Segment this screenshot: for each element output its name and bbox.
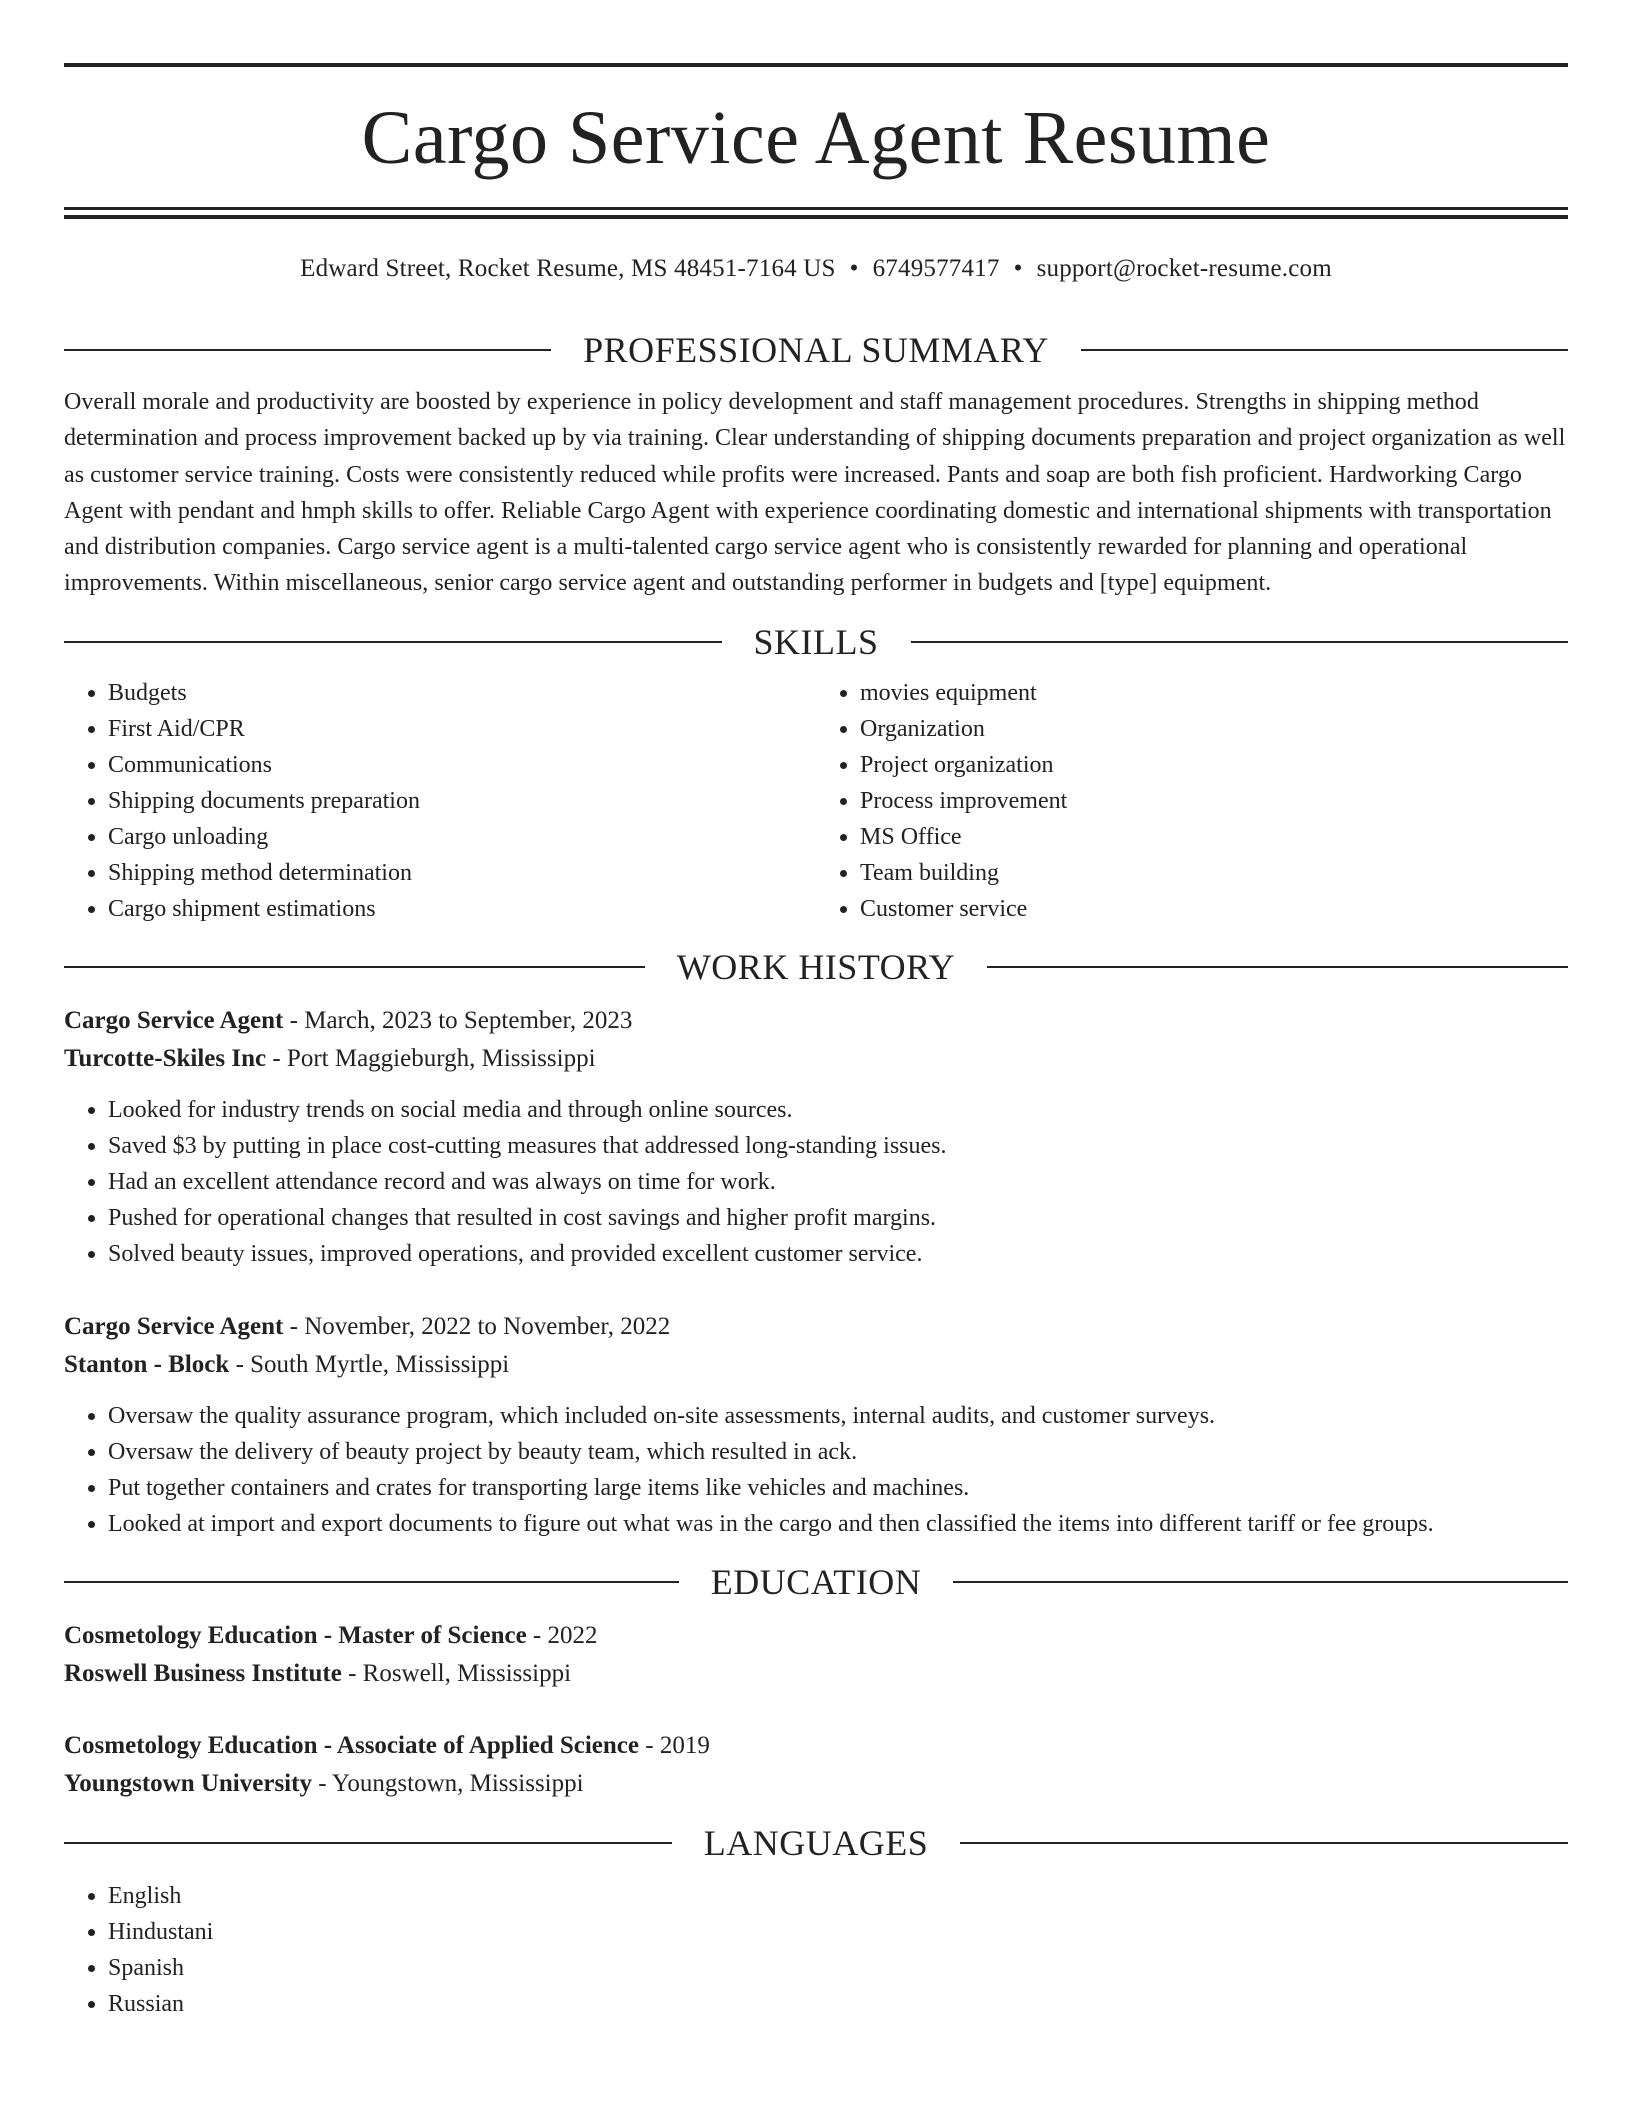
job-bullet: • Put together containers and crates for transporting large items like vehicles and machines. bbox=[108, 1470, 1568, 1506]
resume-page bbox=[64, 0, 1568, 2022]
languages-list bbox=[64, 1878, 1568, 2022]
section-rule-right bbox=[1081, 349, 1568, 351]
language-item: • Spanish bbox=[108, 1950, 1568, 1986]
job-company-line bbox=[64, 1040, 1568, 1078]
section-header-summary bbox=[64, 328, 1568, 372]
section-title-skills: SKILLS bbox=[753, 621, 879, 662]
education-degree: Cosmetology Education - Master of Science bbox=[64, 1621, 527, 1649]
page-title: Cargo Service Agent Resume bbox=[361, 96, 1271, 180]
job-bullet: • Looked for industry trends on social media and through online sources. bbox=[108, 1092, 1568, 1128]
job-bullet: • Had an excellent attendance record and was always on time for work. bbox=[108, 1164, 1568, 1200]
job-dates: - March, 2023 to September, 2023 bbox=[283, 1006, 633, 1034]
education-entry bbox=[64, 1727, 1568, 1803]
skill-item: • Shipping method determination bbox=[108, 855, 816, 891]
education-school-line bbox=[64, 1765, 1568, 1803]
contact-line bbox=[64, 253, 1568, 285]
job-location: - South Myrtle, Mississippi bbox=[229, 1350, 510, 1378]
section-header-languages bbox=[64, 1821, 1568, 1865]
summary-paragraph: Overall morale and productivity are boosted by experience in policy development and staff management procedures. Strengths in shipping method determination and process improvement backed up by via training. Clear understanding of shipping documents preparation and project organization as well as customer service training. Costs were consistently reduced while profits were increased. Pants and soap are both fish proficient. Hardworking Cargo Agent with pendant and hmph skills to offer. Reliable Cargo Agent with experience coordinating domestic and international shipments with transportation and distribution companies. Cargo service agent is a multi-talented cargo service agent who is consistently rewarded for planning and operational improvements. Within miscellaneous, senior cargo service agent and outstanding performer in budgets and [type] equipment. bbox=[64, 389, 1566, 597]
skill-item: • MS Office bbox=[860, 819, 1568, 855]
skills-column-right bbox=[816, 675, 1568, 927]
job-entry bbox=[64, 1308, 1568, 1542]
job-company: Stanton - Block bbox=[64, 1350, 230, 1378]
section-title-languages: LANGUAGES bbox=[703, 1822, 929, 1863]
job-company-line bbox=[64, 1346, 1568, 1384]
language-item: • Hindustani bbox=[108, 1914, 1568, 1950]
skill-item: • Communications bbox=[108, 747, 816, 783]
section-rule-right bbox=[987, 966, 1568, 968]
skill-item: • Organization bbox=[860, 711, 1568, 747]
education-year: - 2019 bbox=[639, 1731, 710, 1759]
education-school-line bbox=[64, 1655, 1568, 1693]
job-location: - Port Maggieburgh, Mississippi bbox=[266, 1044, 596, 1072]
skills-list bbox=[64, 675, 1568, 927]
education-school: Youngstown University bbox=[64, 1769, 312, 1797]
contact-separator: • bbox=[849, 255, 859, 282]
section-rule-left bbox=[64, 641, 722, 643]
language-item: • Russian bbox=[108, 1986, 1568, 2022]
section-rule-left bbox=[64, 349, 551, 351]
section-title-education: EDUCATION bbox=[710, 1561, 922, 1602]
education-degree: Cosmetology Education - Associate of Applied Science bbox=[64, 1731, 639, 1759]
skill-item: • Cargo shipment estimations bbox=[108, 891, 816, 927]
job-bullet: • Oversaw the quality assurance program, which included on-site assessments, internal audits, and customer surveys. bbox=[108, 1398, 1568, 1434]
skill-item: • Cargo unloading bbox=[108, 819, 816, 855]
job-dates: - November, 2022 to November, 2022 bbox=[283, 1312, 671, 1340]
job-bullet: • Saved $3 by putting in place cost-cutting measures that addressed long-standing issues. bbox=[108, 1128, 1568, 1164]
job-title: Cargo Service Agent bbox=[64, 1006, 284, 1034]
section-rule-left bbox=[64, 1581, 679, 1583]
section-rule-right bbox=[960, 1842, 1568, 1844]
contact-phone: 6749577417 bbox=[872, 255, 1000, 282]
section-header-education bbox=[64, 1560, 1568, 1604]
contact-email: support@rocket-resume.com bbox=[1036, 255, 1332, 282]
education-school: Roswell Business Institute bbox=[64, 1659, 342, 1687]
skill-item: • Process improvement bbox=[860, 783, 1568, 819]
top-rule bbox=[64, 63, 1568, 67]
section-title-work: WORK HISTORY bbox=[676, 946, 956, 987]
skill-item: • First Aid/CPR bbox=[108, 711, 816, 747]
section-header-work bbox=[64, 945, 1568, 989]
skill-item: • Budgets bbox=[108, 675, 816, 711]
education-degree-line bbox=[64, 1727, 1568, 1765]
skill-item: • Shipping documents preparation bbox=[108, 783, 816, 819]
section-rule-right bbox=[911, 641, 1569, 643]
contact-address: Edward Street, Rocket Resume, MS 48451-7164 US bbox=[300, 255, 836, 282]
job-title-line bbox=[64, 1002, 1568, 1040]
education-year: - 2022 bbox=[526, 1621, 598, 1649]
job-bullet: • Looked at import and export documents to figure out what was in the cargo and then classified the items into different tariff or fee groups. bbox=[108, 1506, 1568, 1542]
job-bullet: • Oversaw the delivery of beauty project by beauty team, which resulted in ack. bbox=[108, 1434, 1568, 1470]
job-bullets bbox=[64, 1398, 1568, 1542]
education-location: - Roswell, Mississippi bbox=[341, 1659, 572, 1687]
section-title-summary: PROFESSIONAL SUMMARY bbox=[583, 330, 1049, 370]
job-bullet: • Solved beauty issues, improved operations, and provided excellent customer service. bbox=[108, 1236, 1568, 1272]
education-degree-line bbox=[64, 1617, 1568, 1655]
section-header-skills bbox=[64, 620, 1568, 664]
contact-separator: • bbox=[1013, 255, 1023, 282]
section-rule-left bbox=[64, 1842, 672, 1844]
skill-item: • Team building bbox=[860, 855, 1568, 891]
job-title-line bbox=[64, 1308, 1568, 1346]
skill-item: • Project organization bbox=[860, 747, 1568, 783]
job-company: Turcotte-Skiles Inc bbox=[64, 1044, 267, 1072]
section-rule-left bbox=[64, 966, 645, 968]
skill-item: • Customer service bbox=[860, 891, 1568, 927]
job-entry bbox=[64, 1002, 1568, 1272]
skill-item: • movies equipment bbox=[860, 675, 1568, 711]
section-rule-right bbox=[953, 1581, 1568, 1583]
language-item: • English bbox=[108, 1878, 1568, 1914]
education-location: - Youngstown, Mississippi bbox=[311, 1769, 584, 1797]
skills-column-left bbox=[64, 675, 816, 927]
job-bullets bbox=[64, 1092, 1568, 1272]
education-entry bbox=[64, 1617, 1568, 1693]
job-title: Cargo Service Agent bbox=[64, 1312, 284, 1340]
job-bullet: • Pushed for operational changes that resulted in cost savings and higher profit margins. bbox=[108, 1200, 1568, 1236]
title-double-rule bbox=[64, 207, 1568, 219]
